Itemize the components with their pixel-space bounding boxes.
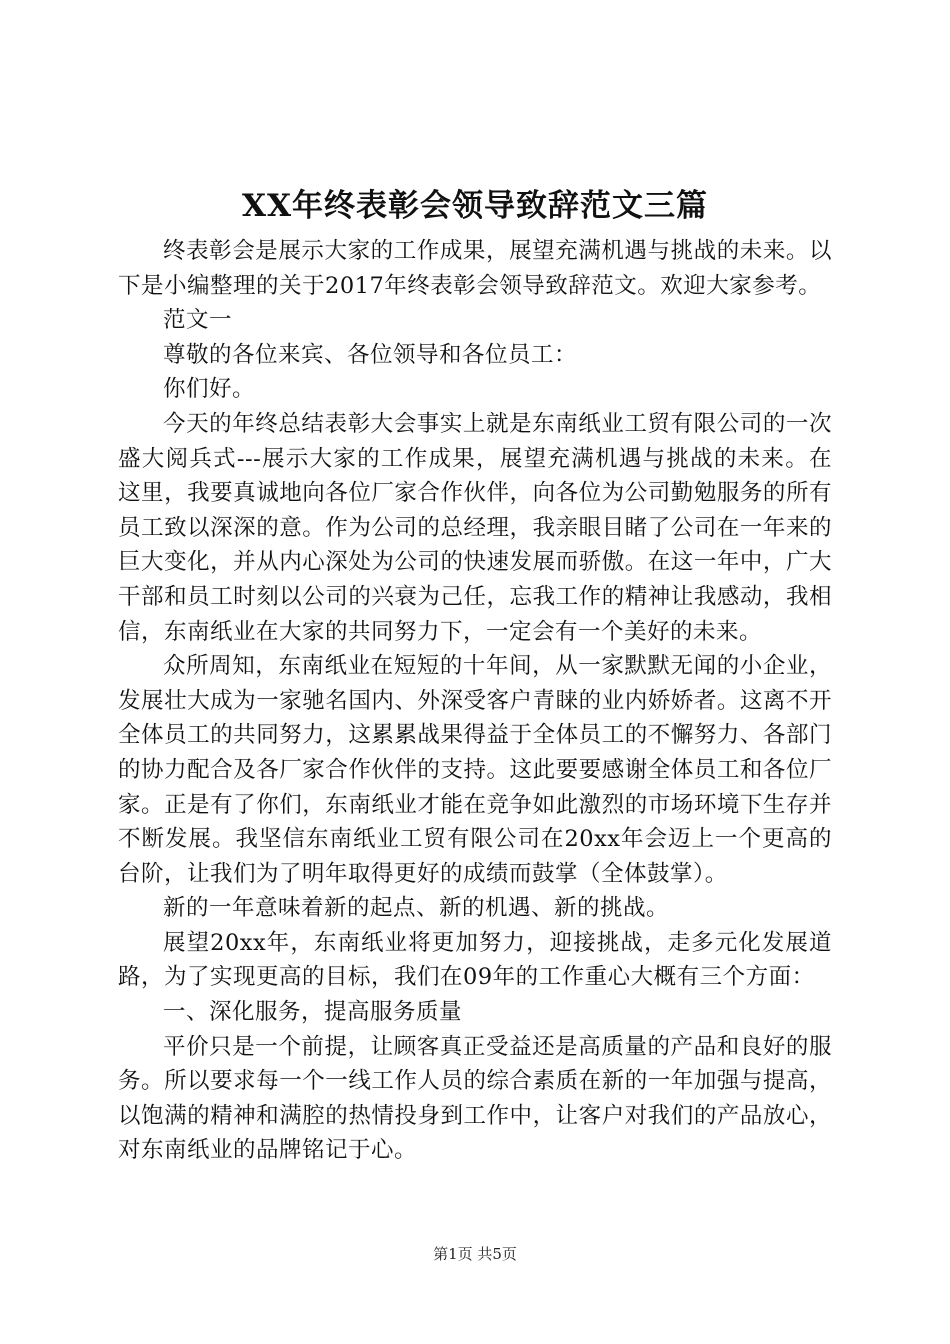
paragraph-section-heading: 一、深化服务，提高服务质量 [163,999,463,1026]
paragraph-salutation: 尊敬的各位来宾、各位领导和各位员工： [163,341,578,368]
paragraph-greeting: 你们好。 [163,376,256,403]
paragraph-body: 平价只是一个前提，让顾客真正受益还是高质量的产品和良好的服务。所以要求每一个一线工作人员的综合素质在新的一年加强与提高，以饱满的精神和满腔的热情投身到工作中，让客户对我们的产品放心，对东南纸业的品牌铭记于心。 [118,1033,832,1164]
document-title: XX年终表彰会领导致辞范文三篇 [241,188,709,224]
paragraph-intro: 终表彰会是展示大家的工作成果，展望充满机遇与挑战的未来。以下是小编整理的关于2017年终表彰会领导致辞范文。欢迎大家参考。 [118,238,832,299]
paragraph-body: 众所周知，东南纸业在短短的十年间，从一家默默无闻的小企业，发展壮大成为一家驰名国内、外深受客户青睐的业内娇娇者。这离不开全体员工的共同努力，这累累战果得益于全体员工的不懈努力、各部门的协力配合及各厂家合作伙伴的支持。这此要要感谢全体员工和各位厂家。正是有了你们，东南纸业才能在竞争如此激烈的市场环境下生存并不断发展。我坚信东南纸业工贸有限公司在20xx年会迈上一个更高的台阶，让我们为了明年取得更好的成绩而鼓掌（全体鼓掌）。 [118,653,832,887]
paragraph-body: 今天的年终总结表彰大会事实上就是东南纸业工贸有限公司的一次盛大阅兵式---展示大家的工作成果，展望充满机遇与挑战的未来。在这里，我要真诚地向各位厂家合作伙伴，向各位为公司勤勉服务的所有员工致以深深的意。作为公司的总经理，我亲眼目睹了公司在一年来的巨大变化，并从内心深处为公司的快速发展而骄傲。在这一年中，广大干部和员工时刻以公司的兴衰为己任，忘我工作的精神让我感动，我相信，东南纸业在大家的共同努力下，一定会有一个美好的未来。 [118,410,832,645]
paragraph-heading-sample-one: 范文一 [163,307,233,334]
page-number-footer: 第1页 共5页 [433,1245,517,1263]
document-body [118,234,832,1168]
paragraph-body: 新的一年意味着新的起点、新的机遇、新的挑战。 [163,895,670,922]
paragraph-body: 展望20xx年，东南纸业将更加努力，迎接挑战，走多元化发展道路，为了实现更高的目标，我们在09年的工作重心大概有三个方面： [118,929,832,991]
